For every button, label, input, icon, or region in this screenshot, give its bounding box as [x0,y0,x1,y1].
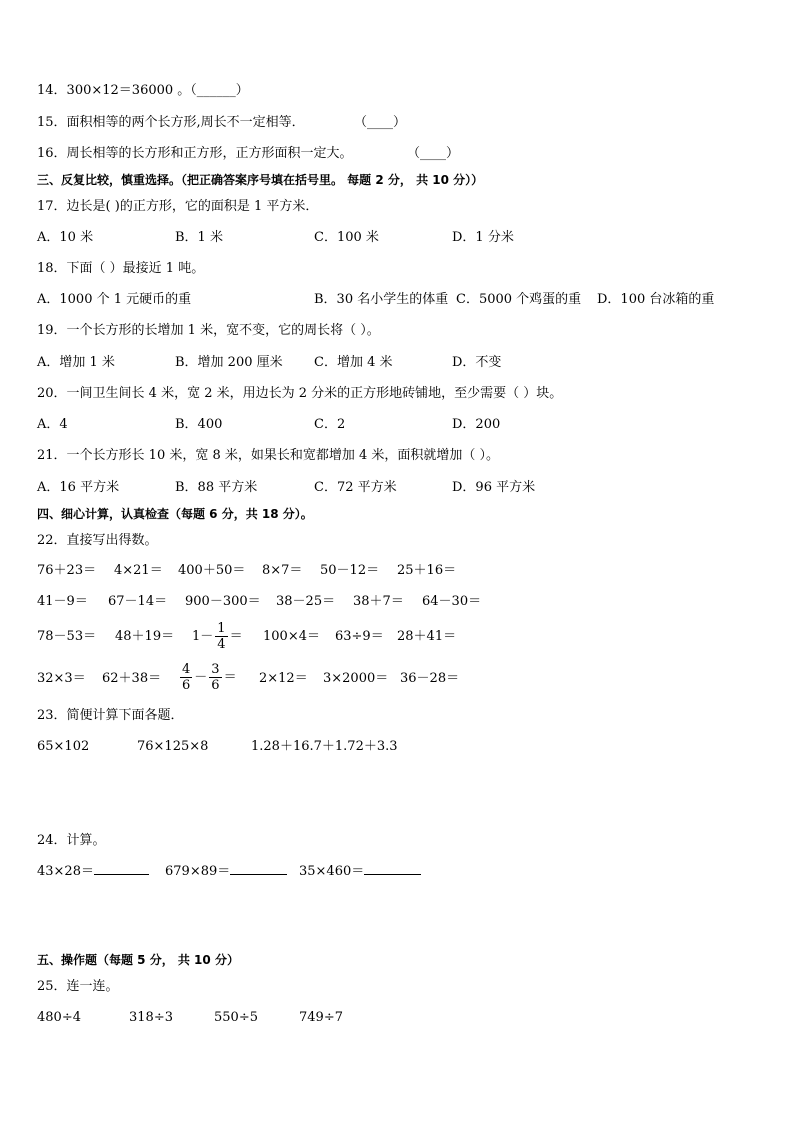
calc-expression: 35×460＝ [299,864,365,879]
calc-item: 4×21＝ [114,563,163,578]
answer-paren-16[interactable]: （____） [407,146,460,161]
calc-item: 900－300＝ [185,594,261,609]
calc-item: 1.28＋16.7＋1.72＋3.3 [251,739,398,754]
fraction [215,621,227,652]
question-20: 20．一间卫生间长 4 米，宽 2 米，用边长为 2 分米的正方形地砖铺地，至少需要（ ）块。 [37,386,563,401]
calc-item: 50－12＝ [320,563,380,578]
calc-item-fraction [192,620,243,654]
calc-item: 3×2000＝ [323,671,389,686]
match-item[interactable]: 749÷7 [299,1010,343,1025]
denominator: 6 [211,678,220,693]
section-4-title: 四、细心计算，认真检查（每题 6 分，共 18 分）。 [37,507,313,521]
answer-paren-15[interactable]: （____） [354,115,407,130]
option-a[interactable]: A．4 [37,417,68,432]
option-c[interactable]: C．100 米 [314,230,379,245]
numerator: 4 [182,662,191,677]
question-15 [37,115,305,131]
calc-item: 65×102 [37,739,90,754]
option-a[interactable]: A．增加 1 米 [37,355,115,370]
option-c[interactable]: C．5000 个鸡蛋的重 [456,292,582,307]
calc-expression: 43×28＝ [37,864,94,879]
option-b[interactable]: B．400 [175,417,223,432]
calc-item: 38－25＝ [276,594,336,609]
question-19: 19．一个长方形的长增加 1 米，宽不变，它的周长将（ ）。 [37,323,380,338]
denominator: 6 [182,678,191,693]
option-b[interactable]: B．1 米 [175,230,223,245]
minus-sign: － [194,670,208,685]
question-number: 15． [37,115,67,130]
option-d[interactable]: D．1 分米 [452,230,514,245]
calc-item: 62＋38＝ [102,671,162,686]
option-b[interactable]: B．增加 200 厘米 [175,355,283,370]
calc-item: 100×4＝ [263,629,320,644]
option-c[interactable]: C．增加 4 米 [314,355,393,370]
calc-item: 76＋23＝ [37,563,97,578]
calc-item: 32×3＝ [37,671,86,686]
numerator: 3 [211,662,220,677]
option-d[interactable]: D．96 平方米 [452,480,536,495]
question-22: 22．直接写出得数。 [37,533,158,548]
option-a[interactable]: A．1000 个 1 元硬币的重 [37,292,192,307]
match-item[interactable]: 480÷4 [37,1010,81,1025]
calc-item: 76×125×8 [137,739,209,754]
calc-equals: ＝ [223,670,237,685]
calc-item: 28＋41＝ [397,629,457,644]
option-b[interactable]: B．88 平方米 [175,480,258,495]
question-14 [37,83,249,99]
denominator: 4 [217,637,226,652]
question-text: 周长相等的长方形和正方形，正方形面积一定大。 [66,146,353,161]
calc-item: 67－14＝ [108,594,168,609]
answer-blank[interactable] [94,874,149,875]
calc-equals: ＝ [229,629,243,644]
match-item[interactable]: 550÷5 [214,1010,258,1025]
calc-item: 64－30＝ [422,594,482,609]
calc-item [165,864,287,880]
calc-item: 25＋16＝ [397,563,457,578]
option-b[interactable]: B．30 名小学生的体重 [314,292,449,307]
match-item[interactable]: 318÷3 [129,1010,173,1025]
question-number: 16． [37,146,67,161]
question-25: 25．连一连。 [37,979,119,994]
fraction [209,662,221,693]
option-d[interactable]: D．不变 [452,355,502,370]
question-23: 23．简便计算下面各题． [37,708,184,723]
calc-item-fraction [178,661,237,695]
option-c[interactable]: C．2 [314,417,346,432]
section-3-title: 三、反复比较，慎重选择。（把正确答案序号填在括号里。 每题 2 分， 共 10 分）） [37,173,484,187]
question-text: 300×12＝36000 。（______） [66,83,249,98]
calc-item: 36－28＝ [400,671,460,686]
calc-item: 38＋7＝ [353,594,404,609]
question-21: 21．一个长方形长 10 米，宽 8 米，如果长和宽都增加 4 米，面积就增加（ ）。 [37,448,500,463]
answer-blank[interactable] [230,874,287,875]
calc-expression: 679×89＝ [165,864,231,879]
answer-blank[interactable] [364,874,421,875]
calc-item: 2×12＝ [259,671,308,686]
calc-item [299,864,421,880]
calc-item: 41－9＝ [37,594,88,609]
option-a[interactable]: A．16 平方米 [37,480,120,495]
option-d[interactable]: D．200 [452,417,501,432]
question-17: 17．边长是( )的正方形，它的面积是 1 平方米． [37,199,319,214]
option-d[interactable]: D．100 台冰箱的重 [597,292,715,307]
calc-item [37,864,149,880]
calc-prefix: 1－ [192,629,214,644]
question-number: 14． [37,83,67,98]
question-24: 24．计算。 [37,833,106,848]
fraction [180,662,192,693]
question-text: 面积相等的两个长方形,周长不一定相等． [66,115,305,130]
option-a[interactable]: A．10 米 [37,230,94,245]
option-c[interactable]: C．72 平方米 [314,480,397,495]
calc-item: 400＋50＝ [178,563,246,578]
question-18: 18．下面（ ）最接近 1 吨。 [37,261,205,276]
calc-item: 8×7＝ [262,563,303,578]
section-5-title: 五、操作题（每题 5 分， 共 10 分） [37,953,239,967]
question-16 [37,146,353,162]
calc-item: 78－53＝ [37,629,97,644]
numerator: 1 [217,621,226,636]
calc-item: 48＋19＝ [115,629,175,644]
calc-item: 63÷9＝ [335,629,384,644]
